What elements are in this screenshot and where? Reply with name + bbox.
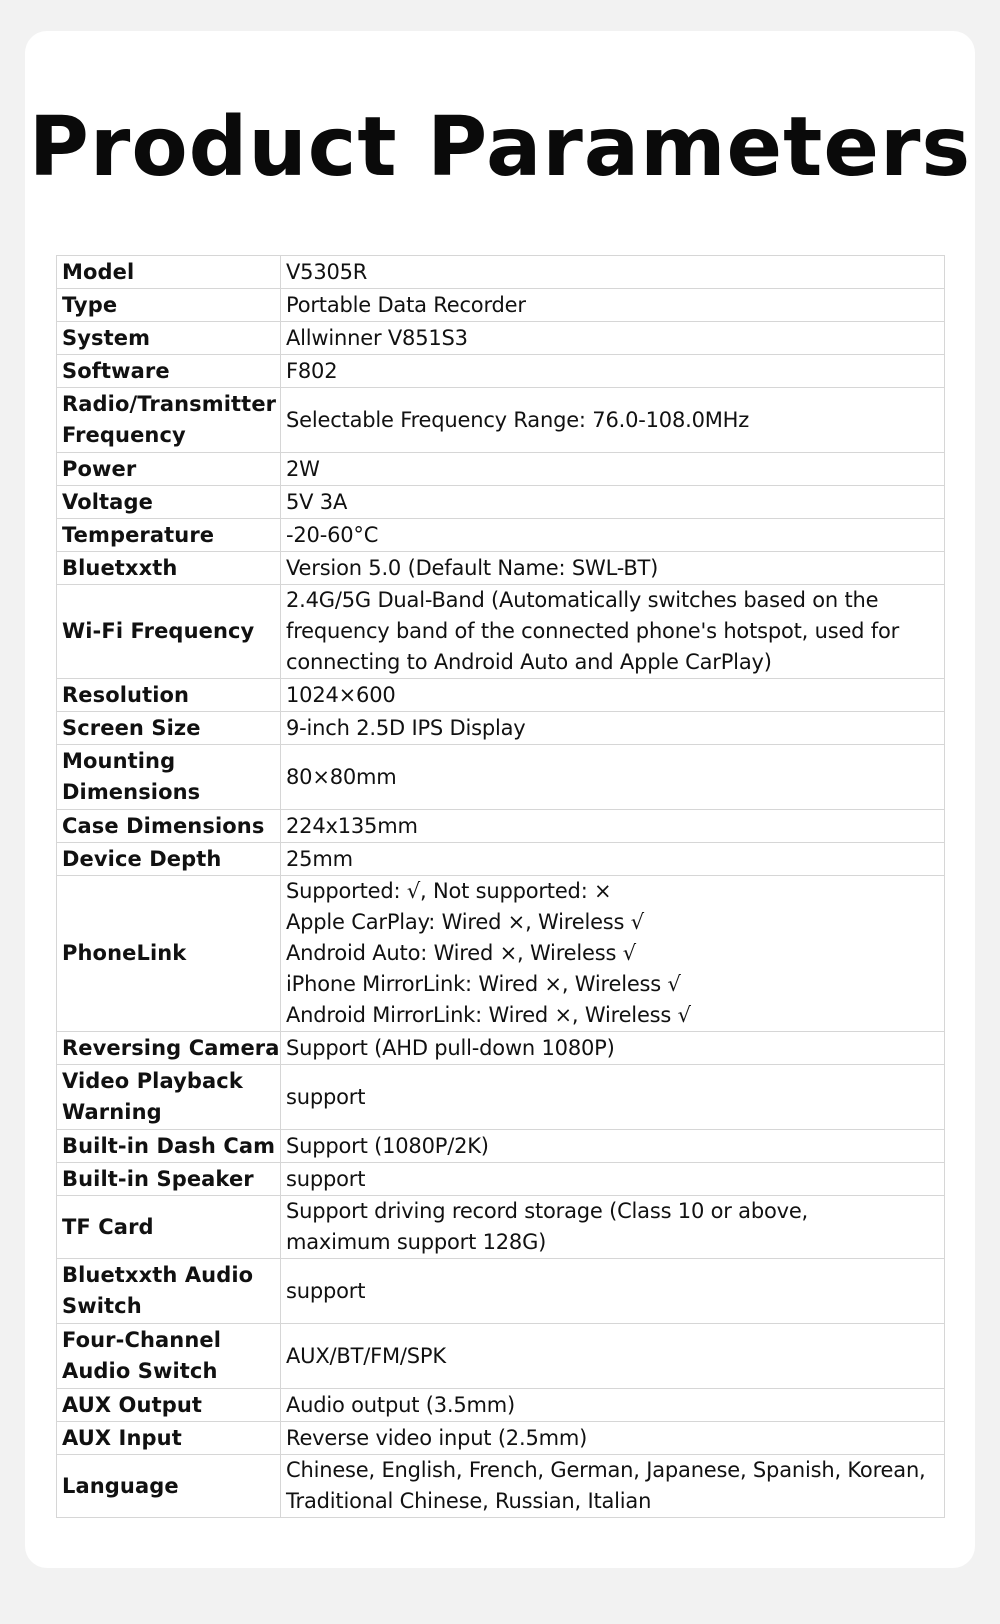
param-value: support <box>281 1259 945 1324</box>
param-label: Mounting Dimensions <box>57 745 281 810</box>
table-row <box>57 552 945 585</box>
param-value: AUX/BT/FM/SPK <box>281 1324 945 1389</box>
param-label: Resolution <box>57 679 281 712</box>
param-value: Supported: √, Not supported: × Apple CarPlay: Wired ×, Wireless √ Android Auto: Wired ×, Wireless √ iPhone MirrorLink: Wired ×, Wireless √ Android MirrorLink: Wired ×, Wireless √ <box>281 876 945 1032</box>
param-value: 25mm <box>281 843 945 876</box>
param-value: support <box>281 1065 945 1130</box>
param-label: Bluetxxth Audio Switch <box>57 1259 281 1324</box>
param-label: Built-in Dash Cam <box>57 1130 281 1163</box>
table-row <box>57 1259 945 1324</box>
param-label: PhoneLink <box>57 876 281 1032</box>
param-label: Software <box>57 355 281 388</box>
param-label: Bluetxxth <box>57 552 281 585</box>
param-label: AUX Output <box>57 1389 281 1422</box>
param-label: TF Card <box>57 1196 281 1259</box>
table-row <box>57 1455 945 1518</box>
param-label: Video Playback Warning <box>57 1065 281 1130</box>
param-value: -20-60°C <box>281 519 945 552</box>
table-row <box>57 1032 945 1065</box>
param-label: Language <box>57 1455 281 1518</box>
param-value: F802 <box>281 355 945 388</box>
table-row <box>57 453 945 486</box>
table-row <box>57 745 945 810</box>
param-label: Type <box>57 289 281 322</box>
table-row <box>57 679 945 712</box>
param-value: Reverse video input (2.5mm) <box>281 1422 945 1455</box>
table-row <box>57 388 945 453</box>
param-value: support <box>281 1163 945 1196</box>
table-row <box>57 876 945 1032</box>
table-row <box>57 1389 945 1422</box>
parameters-table <box>56 255 945 1518</box>
param-value: 80×80mm <box>281 745 945 810</box>
param-label: Screen Size <box>57 712 281 745</box>
param-value: Support (1080P/2K) <box>281 1130 945 1163</box>
param-label: Device Depth <box>57 843 281 876</box>
table-row <box>57 1130 945 1163</box>
table-row <box>57 712 945 745</box>
param-label: Temperature <box>57 519 281 552</box>
param-label: Wi-Fi Frequency <box>57 585 281 679</box>
param-label: Four-Channel Audio Switch <box>57 1324 281 1389</box>
param-value: 5V 3A <box>281 486 945 519</box>
page-title: Product Parameters <box>28 100 972 195</box>
param-value: Audio output (3.5mm) <box>281 1389 945 1422</box>
param-label: Built-in Speaker <box>57 1163 281 1196</box>
table-row <box>57 322 945 355</box>
param-value: Portable Data Recorder <box>281 289 945 322</box>
param-label: Reversing Camera <box>57 1032 281 1065</box>
table-row <box>57 1163 945 1196</box>
table-row <box>57 1422 945 1455</box>
param-label: AUX Input <box>57 1422 281 1455</box>
param-value: 9-inch 2.5D IPS Display <box>281 712 945 745</box>
table-row <box>57 1065 945 1130</box>
param-label: Power <box>57 453 281 486</box>
param-value: V5305R <box>281 256 945 289</box>
param-value: Support (AHD pull-down 1080P) <box>281 1032 945 1065</box>
param-label: Radio/Transmitter Frequency <box>57 388 281 453</box>
table-row <box>57 519 945 552</box>
param-value: Chinese, English, French, German, Japanese, Spanish, Korean, Traditional Chinese, Russian, Italian <box>281 1455 945 1518</box>
param-value: 2.4G/5G Dual-Band (Automatically switches based on the frequency band of the connected phone's hotspot, used for connecting to Android Auto and Apple CarPlay) <box>281 585 945 679</box>
table-row <box>57 585 945 679</box>
param-value: Version 5.0 (Default Name: SWL-BT) <box>281 552 945 585</box>
param-value: Selectable Frequency Range: 76.0-108.0MHz <box>281 388 945 453</box>
param-label: Case Dimensions <box>57 810 281 843</box>
param-value: Allwinner V851S3 <box>281 322 945 355</box>
table-row <box>57 289 945 322</box>
table-row <box>57 1196 945 1259</box>
param-value: 1024×600 <box>281 679 945 712</box>
param-value: 2W <box>281 453 945 486</box>
param-value: Support driving record storage (Class 10 or above, maximum support 128G) <box>281 1196 945 1259</box>
param-label: Voltage <box>57 486 281 519</box>
table-row <box>57 810 945 843</box>
table-row <box>57 486 945 519</box>
param-value: 224x135mm <box>281 810 945 843</box>
table-row <box>57 843 945 876</box>
table-row <box>57 355 945 388</box>
table-row <box>57 256 945 289</box>
param-label: System <box>57 322 281 355</box>
param-label: Model <box>57 256 281 289</box>
table-row <box>57 1324 945 1389</box>
